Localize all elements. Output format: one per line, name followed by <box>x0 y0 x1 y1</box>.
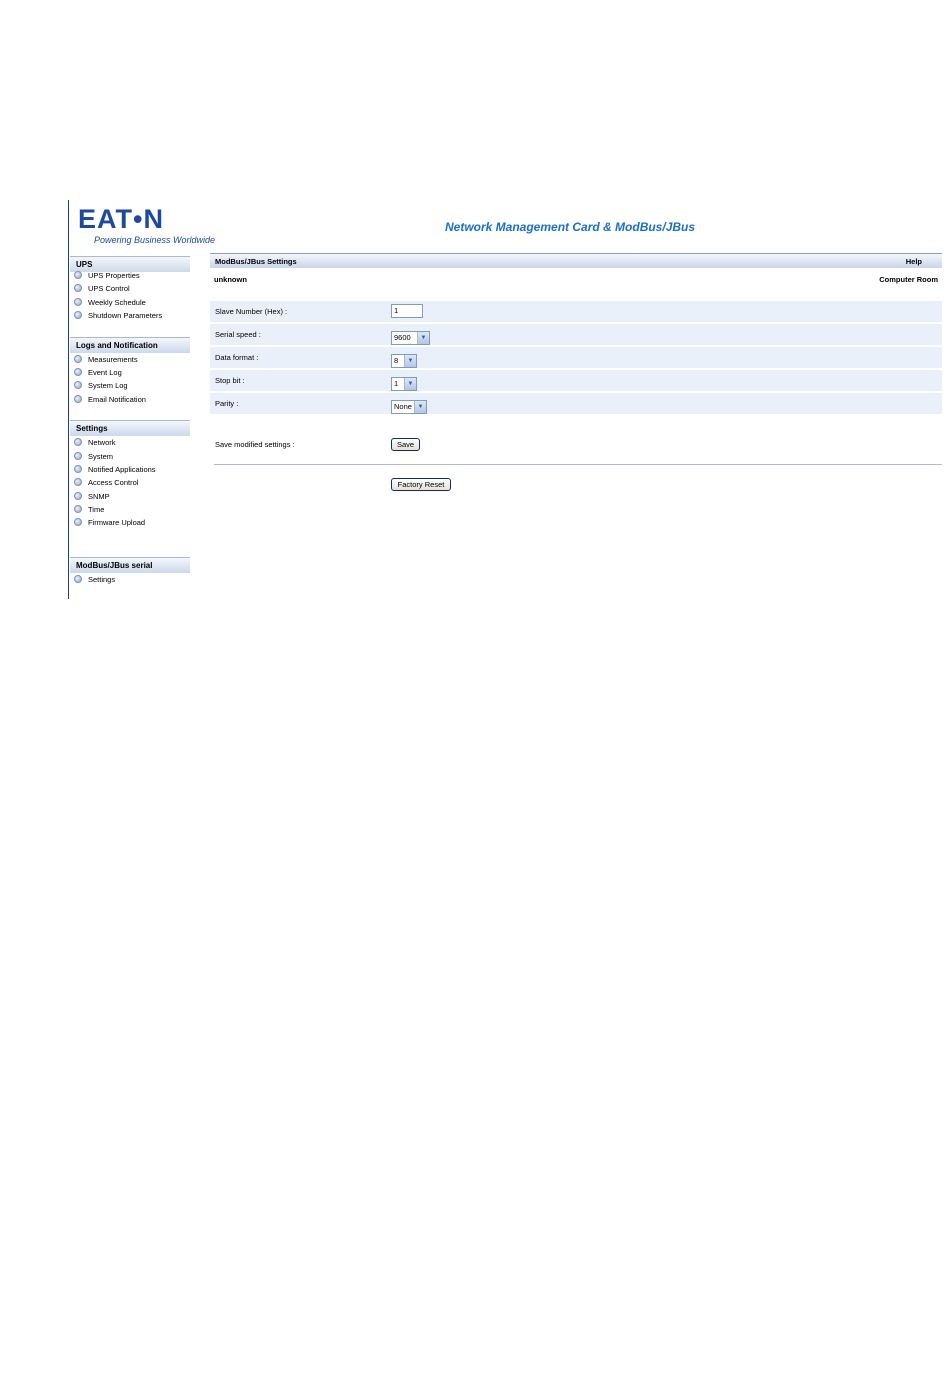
serial-speed-row <box>210 324 942 345</box>
data-format-row <box>210 347 942 368</box>
bullet-icon <box>74 438 82 446</box>
sidebar-item-ups-properties[interactable]: UPS Properties <box>74 270 140 282</box>
sidebar-item-system-log[interactable]: System Log <box>74 380 128 392</box>
sidebar-item-system[interactable]: System <box>74 451 113 463</box>
data-format-select[interactable]: 8 ▼ <box>391 354 417 368</box>
parity-row <box>210 393 942 414</box>
slave-number-row <box>210 301 942 322</box>
section-title: ModBus/JBus Settings <box>215 257 297 266</box>
serial-speed-label: Serial speed : <box>215 330 261 339</box>
sidebar-item-event-log[interactable]: Event Log <box>74 367 122 379</box>
logo-wordmark: EAT•N <box>78 204 164 234</box>
sidebar-item-weekly-schedule[interactable]: Weekly Schedule <box>74 297 146 309</box>
sidebar-item-time[interactable]: Time <box>74 504 104 516</box>
sidebar-header-settings: Settings <box>70 420 190 436</box>
sidebar-header-modbus: ModBus/JBus serial <box>70 557 190 573</box>
logo-tagline: Powering Business Worldwide <box>94 235 216 245</box>
save-settings-label: Save modified settings : <box>215 440 295 449</box>
sidebar-item-ups-control[interactable]: UPS Control <box>74 283 130 295</box>
parity-select[interactable]: None ▼ <box>391 400 427 414</box>
sidebar-item-network[interactable]: Network <box>74 437 116 449</box>
sidebar-header-logs: Logs and Notification <box>70 337 190 353</box>
section-header-bar <box>210 253 942 268</box>
data-format-label: Data format : <box>215 353 259 362</box>
chevron-down-icon[interactable]: ▼ <box>417 332 429 344</box>
left-border <box>68 200 69 599</box>
bullet-icon <box>74 478 82 486</box>
help-link[interactable]: Help <box>905 257 922 266</box>
web-ui <box>68 200 944 599</box>
sidebar-item-email-notification[interactable]: Email Notification <box>74 394 146 406</box>
sidebar-item-shutdown-parameters[interactable]: Shutdown Parameters <box>74 310 162 322</box>
bullet-icon <box>74 284 82 292</box>
slave-number-input[interactable]: 1 <box>391 304 423 318</box>
sidebar-item-snmp[interactable]: SNMP <box>74 491 110 503</box>
factory-reset-button[interactable]: Factory Reset <box>391 478 451 491</box>
eaton-logo <box>78 204 216 245</box>
save-button[interactable]: Save <box>391 438 420 451</box>
sidebar-header-ups: UPS <box>70 256 190 272</box>
bullet-icon <box>74 575 82 583</box>
chevron-down-icon[interactable]: ▼ <box>404 355 416 367</box>
bullet-icon <box>74 271 82 279</box>
bullet-icon <box>74 452 82 460</box>
sidebar-item-notified-applications[interactable]: Notified Applications <box>74 464 156 476</box>
ups-location: Computer Room <box>879 275 938 284</box>
stop-bit-row <box>210 370 942 391</box>
parity-label: Parity : <box>215 399 239 408</box>
serial-speed-select[interactable]: 9600 ▼ <box>391 331 430 345</box>
bullet-icon <box>74 298 82 306</box>
sidebar-item-measurements[interactable]: Measurements <box>74 354 138 366</box>
bullet-icon <box>74 355 82 363</box>
sidebar-item-firmware-upload[interactable]: Firmware Upload <box>74 517 145 529</box>
bullet-icon <box>74 368 82 376</box>
ups-name: unknown <box>214 275 247 284</box>
bullet-icon <box>74 465 82 473</box>
bullet-icon <box>74 518 82 526</box>
page-title: Network Management Card & ModBus/JBus <box>445 220 696 234</box>
bullet-icon <box>74 381 82 389</box>
sidebar-item-modbus-settings[interactable]: Settings <box>74 574 115 586</box>
bullet-icon <box>74 505 82 513</box>
bullet-icon <box>74 492 82 500</box>
stop-bit-label: Stop bit : <box>215 376 245 385</box>
stop-bit-select[interactable]: 1 ▼ <box>391 377 417 391</box>
slave-number-label: Slave Number (Hex) : <box>215 307 288 316</box>
bullet-icon <box>74 395 82 403</box>
bullet-icon <box>74 311 82 319</box>
chevron-down-icon[interactable]: ▼ <box>414 401 426 413</box>
sidebar-item-access-control[interactable]: Access Control <box>74 477 138 489</box>
chevron-down-icon[interactable]: ▼ <box>404 378 416 390</box>
divider <box>214 464 942 465</box>
